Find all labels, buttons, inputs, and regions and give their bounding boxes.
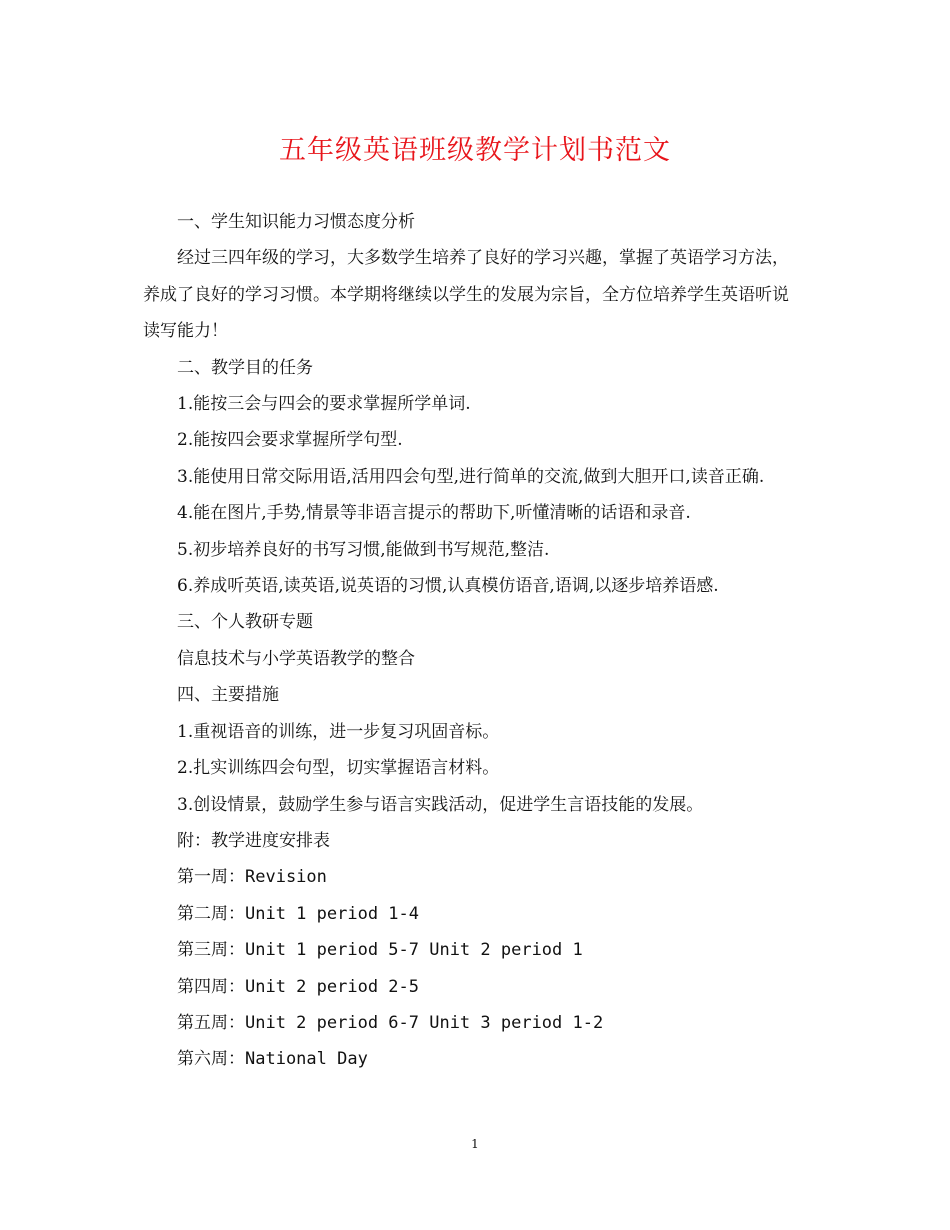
schedule-week: 第六周： — [177, 1049, 245, 1070]
schedule-content: Unit 2 period 2-5 — [245, 976, 419, 997]
schedule-week: 第三周： — [177, 940, 245, 961]
section-heading-goals: 二、教学目的任务 — [177, 357, 313, 378]
schedule-row — [143, 1041, 803, 1077]
document-body — [143, 204, 803, 1078]
section-heading-research: 三、个人教研专题 — [177, 612, 313, 633]
schedule-row — [143, 896, 803, 932]
schedule-week: 第二周： — [177, 903, 245, 924]
goal-item: 6.养成听英语,读英语,说英语的习惯,认真模仿语音,语调,以逐步培养语感. — [177, 576, 719, 597]
schedule-content: Unit 1 period 1-4 — [245, 903, 419, 924]
goal-item: 1.能按三会与四会的要求掌握所学单词. — [177, 394, 471, 415]
schedule-week: 第四周： — [177, 976, 245, 997]
schedule-content: Unit 1 period 5-7 Unit 2 period 1 — [245, 940, 583, 961]
schedule-row — [143, 969, 803, 1005]
section-heading-analysis: 一、学生知识能力习惯态度分析 — [177, 212, 415, 232]
document-title: 五年级英语班级教学计划书范文 — [279, 135, 671, 166]
schedule-row — [143, 859, 803, 895]
schedule-content: Unit 2 period 6-7 Unit 3 period 1-2 — [245, 1012, 604, 1033]
goal-item: 5.初步培养良好的书写习惯,能做到书写规范,整洁. — [177, 539, 550, 560]
measure-item: 1.重视语音的训练，进一步复习巩固音标。 — [177, 721, 500, 742]
schedule-week: 第一周： — [177, 867, 245, 888]
measure-item: 3.创设情景，鼓励学生参与语言实践活动，促进学生言语技能的发展。 — [177, 794, 704, 815]
schedule-row — [143, 932, 803, 968]
section-heading-measures: 四、主要措施 — [177, 685, 279, 706]
schedule-heading: 附：教学进度安排表 — [177, 830, 330, 851]
goal-item: 2.能按四会要求掌握所学句型. — [177, 430, 403, 451]
schedule-week: 第五周： — [177, 1012, 245, 1033]
goal-item: 3.能使用日常交际用语,活用四会句型,进行简单的交流,做到大胆开口,读音正确. — [177, 466, 765, 487]
schedule-content: National Day — [245, 1049, 368, 1070]
measure-item: 2.扎实训练四会句型，切实掌握语言材料。 — [177, 758, 500, 779]
schedule-content: Revision — [245, 867, 327, 888]
schedule-row — [143, 1005, 803, 1041]
goal-item: 4.能在图片,手势,情景等非语言提示的帮助下,听懂清晰的话语和录音. — [177, 503, 691, 524]
page-number: 1 — [471, 1137, 479, 1151]
research-topic: 信息技术与小学英语教学的整合 — [177, 648, 415, 669]
paragraph-analysis: 经过三四年级的学习，大多数学生培养了良好的学习兴趣，掌握了英语学习方法，养成了良好的学习习惯。本学期将继续以学生的发展为宗旨，全方位培养学生英语听说读写能力！ — [143, 248, 789, 342]
